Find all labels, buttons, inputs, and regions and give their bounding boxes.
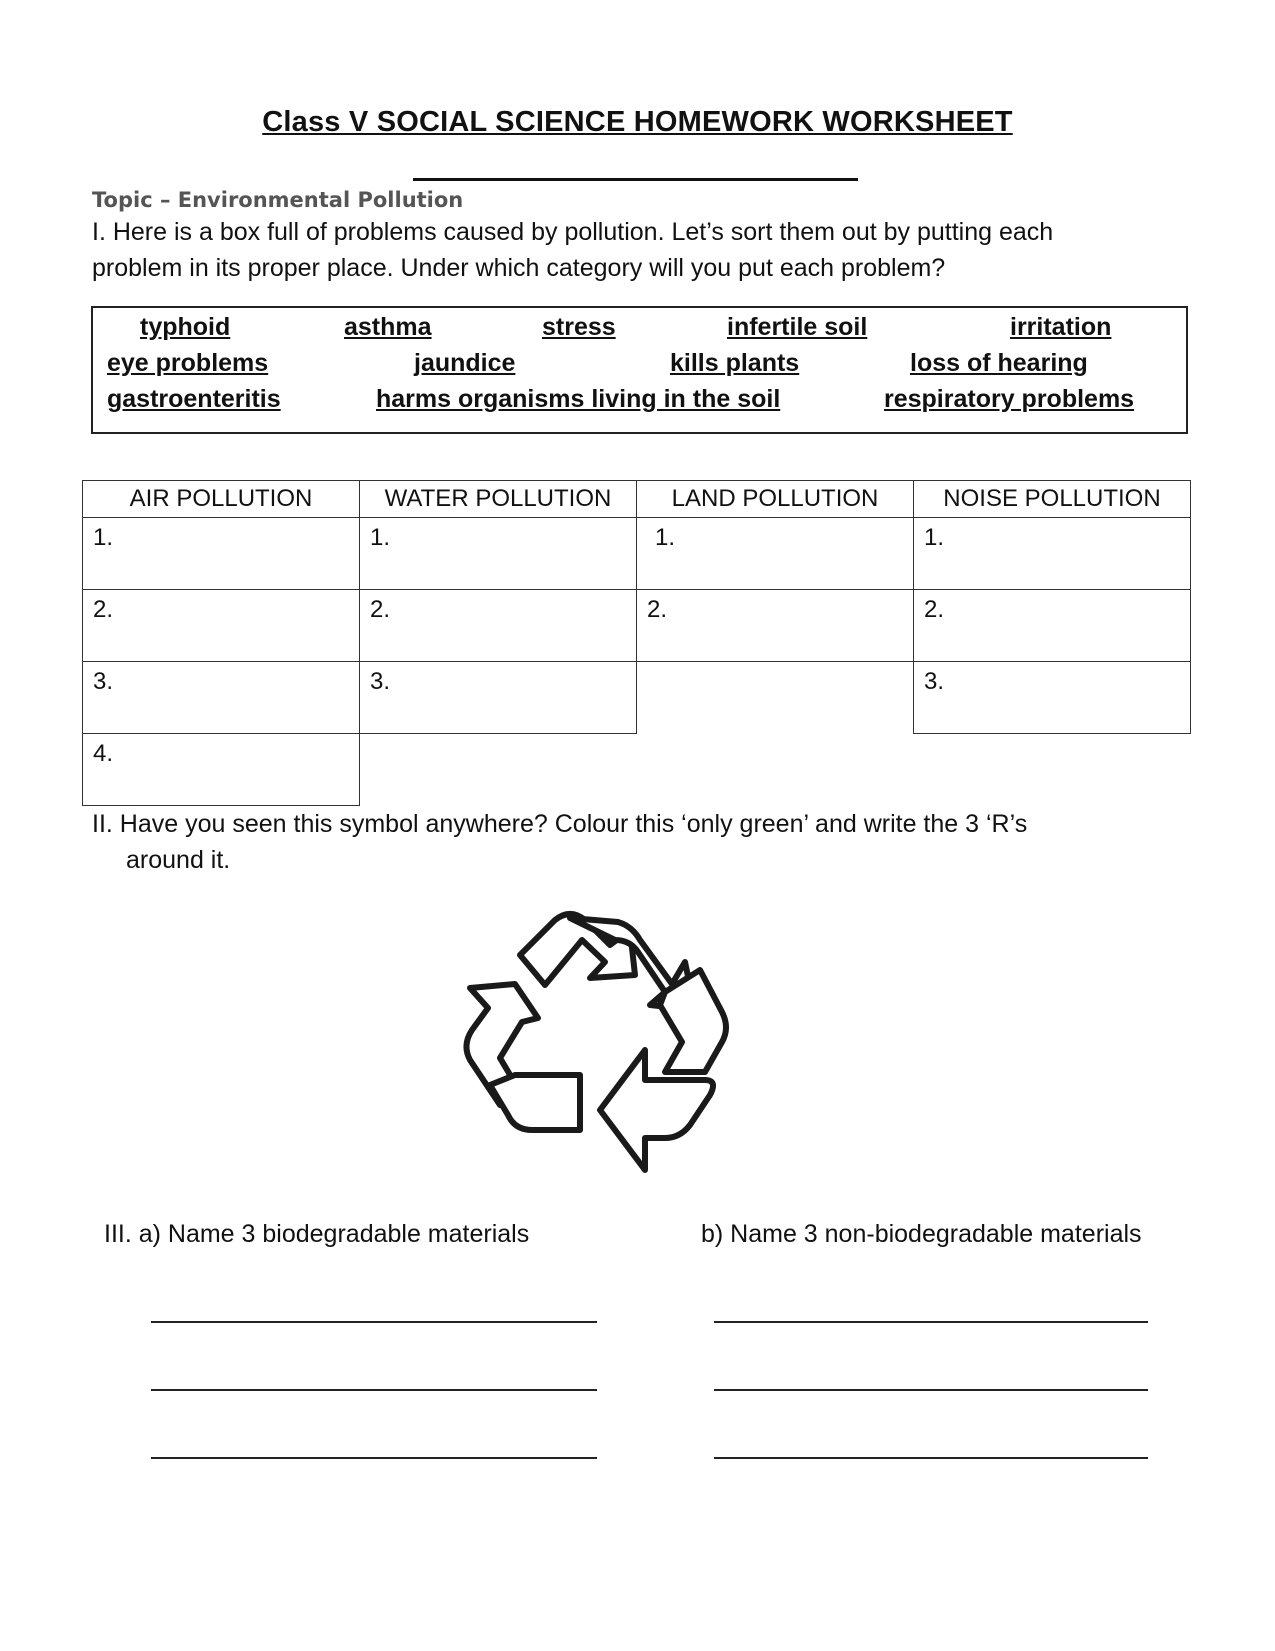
question-1 [92, 214, 1182, 286]
empty-cell [637, 734, 914, 806]
problem-word: eye problems [107, 349, 269, 377]
answer-line-biodegradable[interactable] [151, 1457, 597, 1459]
answer-line-non-biodegradable[interactable] [714, 1321, 1148, 1323]
problem-word: asthma [344, 313, 432, 341]
item-number: 1. [655, 524, 676, 551]
air-answer-cell[interactable] [83, 590, 360, 662]
item-number: 1. [370, 524, 391, 551]
question-3a: III. a) Name 3 biodegradable materials [104, 1220, 530, 1248]
question-3b: b) Name 3 non-biodegradable materials [701, 1220, 1142, 1248]
answer-line-non-biodegradable[interactable] [714, 1389, 1148, 1391]
header-land-pollution: LAND POLLUTION [637, 481, 914, 518]
problem-word: infertile soil [727, 313, 868, 341]
land-answer-cell[interactable] [637, 590, 914, 662]
answer-line-non-biodegradable[interactable] [714, 1457, 1148, 1459]
problem-word: stress [542, 313, 616, 341]
problem-word: loss of hearing [910, 349, 1088, 377]
recycle-icon [460, 900, 760, 1190]
item-number: 2. [370, 596, 391, 623]
problem-word: typhoid [140, 313, 231, 341]
noise-answer-cell[interactable] [914, 518, 1191, 590]
item-number: 2. [924, 596, 945, 623]
item-number: 3. [370, 668, 391, 695]
problem-word-box [91, 306, 1188, 434]
problem-word: gastroenteritis [107, 385, 281, 413]
answer-line-biodegradable[interactable] [151, 1389, 597, 1391]
item-number: 3. [93, 668, 114, 695]
empty-cell [914, 734, 1191, 806]
air-answer-cell[interactable] [83, 518, 360, 590]
air-answer-cell[interactable] [83, 662, 360, 734]
land-answer-cell[interactable] [637, 518, 914, 590]
header-air-pollution: AIR POLLUTION [83, 481, 360, 518]
noise-answer-cell[interactable] [914, 590, 1191, 662]
item-number: 2. [93, 596, 114, 623]
answer-line-biodegradable[interactable] [151, 1321, 597, 1323]
pollution-category-table [82, 480, 1191, 806]
topic-heading: Topic – Environmental Pollution [92, 188, 464, 212]
water-answer-cell[interactable] [360, 662, 637, 734]
water-answer-cell[interactable] [360, 590, 637, 662]
empty-cell [360, 734, 637, 806]
problem-word: irritation [1010, 313, 1112, 341]
problem-word: respiratory problems [884, 385, 1135, 413]
problem-word: kills plants [670, 349, 800, 377]
worksheet-title: Class V SOCIAL SCIENCE HOMEWORK WORKSHEET [262, 106, 1013, 138]
problem-word: jaundice [414, 349, 516, 377]
air-answer-cell[interactable] [83, 734, 360, 806]
item-number: 3. [924, 668, 945, 695]
question-2-line-1: II. Have you seen this symbol anywhere? Colour this ‘only green’ and write the 3 ‘R’s [92, 810, 1028, 838]
empty-cell [637, 662, 914, 734]
header-water-pollution: WATER POLLUTION [360, 481, 637, 518]
question-2-line-2: around it. [126, 846, 231, 874]
item-number: 1. [924, 524, 945, 551]
header-noise-pollution: NOISE POLLUTION [914, 481, 1191, 518]
item-number: 4. [93, 740, 114, 767]
noise-answer-cell[interactable] [914, 662, 1191, 734]
question-2 [92, 806, 1027, 878]
item-number: 1. [93, 524, 114, 551]
question-1-line-2: problem in its proper place. Under which category will you put each problem? [92, 254, 946, 282]
item-number: 2. [647, 596, 668, 623]
water-answer-cell[interactable] [360, 518, 637, 590]
title-divider [413, 178, 858, 181]
problem-word: harms organisms living in the soil [376, 385, 781, 413]
question-1-line-1: I. Here is a box full of problems caused by pollution. Let’s sort them out by putting each [92, 218, 1054, 246]
